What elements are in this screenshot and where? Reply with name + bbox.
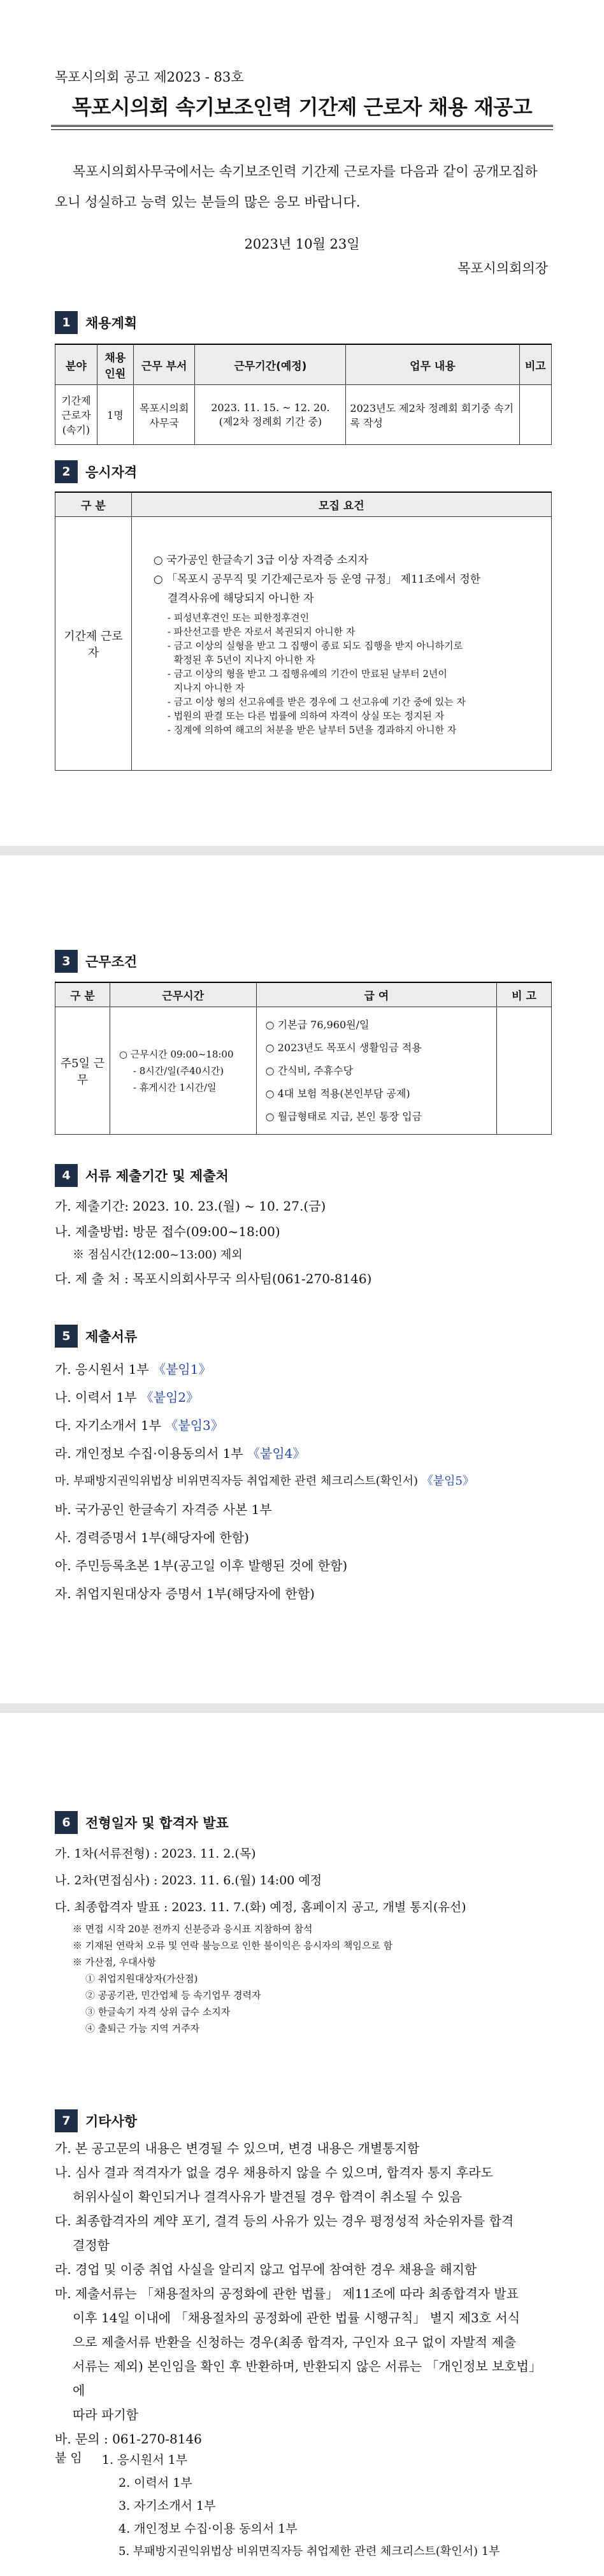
header-category: 구 분 [55,982,110,1007]
document-item: 마. 부패방지권익위법상 비위면직자등 취업제한 관련 체크리스트(확인서) 《붙임5》 [55,1474,474,1488]
section-3-heading [55,949,137,973]
note-line: 허위사실이 확인되거나 결격사유가 발견될 경우 합격이 취소될 수 있음 [73,2189,463,2204]
submission-method: 나. 제출방법: 방문 접수(09:00~18:00) [55,1224,280,1239]
note-line: 라. 경업 및 이중 취업 사실을 알리지 않고 업무에 참여한 경우 채용을 해지함 [55,2262,477,2277]
cell-field: 기간제 근로자 (속기) [55,385,97,445]
cell-duties: 2023년도 제2차 정례회 회기중 속기록 작성 [346,385,519,445]
disqualification-item: - 피성년후견인 또는 피한정후견인 [167,611,310,623]
section-4-title: 서류 제출기간 및 제출처 [85,1168,229,1184]
selection-schedule-list [55,1840,549,2037]
bonus-item: ② 공공기관, 민간업체 등 속기업무 경력자 [85,1990,261,2001]
disqualification-item: - 금고 이상 형의 선고유예를 받은 경우에 그 선고유예 기간 중에 있는 자 [167,695,466,708]
work-conditions-table [55,982,552,1135]
issuer: 목포시의회의장 [457,261,548,276]
page-3 [0,1713,604,2576]
bonus-item: ③ 한글속기 자격 상위 급수 소지자 [85,2006,231,2018]
requirement-2-cont: 결격사유에 해당되지 아니한 자 [167,592,314,605]
pay-line: ○ 간식비, 주휴수당 [265,1064,354,1077]
header-period: 근무기간(예정) [195,344,346,385]
requirement-1: ○ 국가공인 한글속기 3급 이상 자격증 소지자 [153,553,369,567]
schedule-item: 나. 2차(면접심사) : 2023. 11. 6.(월) 14:00 예정 [55,1874,322,1888]
attachment-item: 2. 이력서 1부 [119,2476,192,2490]
note-line: 마. 제출서류는 「채용절차의 공정화에 관한 법률」 제11조에 따라 최종합격자 발표 [55,2286,519,2301]
document-item: 아. 주민등록초본 1부(공고일 이후 발행된 것에 한함) [55,1558,348,1573]
header-note: 비고 [519,344,552,385]
document-item: 바. 국가공인 한글속기 자격증 사본 1부 [55,1502,272,1517]
cell-hours [110,1007,256,1135]
page-2 [0,855,604,1703]
bonus-item: ④ 출퇴근 가능 지역 거주자 [85,2023,199,2034]
section-1-number: 1 [55,311,78,334]
hours-line: ○ 근무시간 09:00~18:00 [119,1048,234,1060]
bonus-item: ① 취업지원대상자(가산점) [85,1973,198,1984]
submission-place: 다. 제 출 처 : 목포시의회사무국 의사팀(061-270-8146) [55,1271,372,1286]
cell-period-line2: (제2차 정례회 기간 중) [219,415,322,428]
disqualification-item: - 금고 이상의 실형을 받고 그 집행이 종료 되도 집행을 받지 아니하기로 [167,639,463,651]
disqualification-item: - 파산선고를 받은 자로서 복권되지 아니한 자 [167,625,356,637]
pay-line: ○ 4대 보험 적용(본인부담 공제) [265,1087,410,1100]
header-requirements: 모집 요건 [131,492,551,517]
section-6-title: 전형일자 및 합격자 발표 [85,1816,229,1831]
document-title: 목포시의회 속기보조인력 기간제 근로자 채용 재공고 [71,95,533,119]
disqualification-item: 지나지 아니한 자 [173,681,245,694]
disqualification-item: - 금고 이상의 형을 받고 그 집행유예의 기간이 만료된 날부터 2년이 [167,667,447,680]
section-3-number: 3 [55,950,78,973]
pay-line: ○ 2023년도 목포시 생활임금 적용 [265,1041,422,1054]
cell-period [195,385,346,445]
notice-number: 목포시의회 공고 제2023 - 83호 [55,69,244,85]
header-duties: 업무 내용 [346,344,519,385]
cell-note [497,1007,552,1135]
notice-date: 2023년 10월 23일 [244,236,360,252]
cell-note [519,385,552,445]
attachment-item: 1. 응시원서 1부 [102,2453,188,2467]
attachments-list [102,2449,549,2563]
note-line: 나. 심사 결과 적격자가 없을 경우 채용하지 않을 수 있으며, 합격자 통지 후라도 [55,2165,493,2180]
schedule-note: ※ 기재된 연락처 오류 및 연락 불능으로 인한 불이익은 응시자의 책임으로 함 [73,1940,393,1951]
header-note: 비 고 [497,982,552,1007]
document-item: 나. 이력서 1부 《붙임2》 [55,1390,199,1405]
section-7-number: 7 [55,2109,78,2132]
header-count: 채용인원 [97,344,133,385]
pay-line: ○ 월급형태로 지급, 본인 통장 입금 [265,1110,422,1123]
header-category: 구 분 [55,492,132,517]
attachment-tag: 《붙임1》 [153,1362,212,1377]
contact-line: 바. 문의 : 061-270-8146 [55,2431,202,2447]
schedule-note: ※ 면접 시작 20분 전까지 신분증과 응시표 지참하여 참석 [73,1923,313,1935]
schedule-note: ※ 가산점, 우대사항 [73,1956,156,1968]
header-field: 분야 [55,344,97,385]
note-line: 이후 14일 이내에 「채용절차의 공정화에 관한 법률 시행규칙」 별지 제3호 서식 [73,2310,521,2325]
note-line: 다. 최종합격자의 계약 포기, 결격 등의 사유가 있는 경우 평정성적 차순위자를 합격 [55,2213,514,2229]
other-notes-list [55,2136,549,2451]
section-5-heading [55,1324,137,1348]
section-4-number: 4 [55,1164,78,1187]
attachments-label: 붙 임 [55,2451,82,2465]
header-dept: 근무 부서 [133,344,195,385]
section-2-number: 2 [55,460,78,483]
pay-line: ○ 기본급 76,960원/일 [265,1018,370,1031]
note-line: 결정함 [73,2238,110,2253]
document-item: 자. 취업지원대상자 증명서 1부(해당자에 한함) [55,1586,315,1601]
qualification-table [55,491,552,771]
schedule-item: 가. 1차(서류전형) : 2023. 11. 2.(목) [55,1847,256,1861]
section-5-number: 5 [55,1325,78,1348]
attachment-item: 4. 개인정보 수집·이용 동의서 1부 [119,2522,298,2536]
disqualification-item: 확정된 후 5년이 지나지 아니한 자 [173,653,315,666]
header-pay: 급 여 [256,982,496,1007]
section-3-title: 근무조건 [85,954,138,970]
attachment-item: 5. 부패방지권익위법상 비위면직자등 취업제한 관련 체크리스트(확인서) 1부 [119,2545,500,2558]
section-7-title: 기타사항 [85,2114,138,2129]
cell-requirements [131,517,551,771]
note-line: 가. 본 공고문의 내용은 변경될 수 있으며, 변경 내용은 개별통지함 [55,2141,420,2156]
section-5-title: 제출서류 [85,1329,138,1344]
schedule-item: 다. 최종합격자 발표 : 2023. 11. 7.(화) 예정, 홈페이지 공고, 개별 통지(유선) [55,1900,466,1914]
section-6-number: 6 [55,1811,78,1834]
attachment-tag: 《붙임3》 [165,1418,224,1433]
cell-category: 주5일 근무 [55,1007,110,1135]
cell-period-line1: 2023. 11. 15. ~ 12. 20. [211,401,330,414]
cell-category: 기간제 근로자 [55,517,132,771]
hours-line: - 8시간/일(주40시간) [133,1065,224,1077]
hours-line: - 휴게시간 1시간/일 [133,1081,217,1093]
note-line: 서류는 제외) 본인임을 확인 후 반환하며, 반환되지 않은 서류는 「개인정보 보호법」에 [73,2359,542,2398]
section-2-heading [55,460,137,484]
disqualification-list [154,611,542,737]
cell-count: 1명 [97,385,133,445]
section-2-title: 응시자격 [85,465,138,480]
document-item: 가. 응시원서 1부 《붙임1》 [55,1362,212,1377]
required-documents-list [55,1355,549,1608]
intro-paragraph: 목포시의회사무국에서는 속기보조인력 기간제 근로자를 다음과 같이 공개모집하오니 성실하고 능력 있는 분들의 많은 응모 바랍니다. [55,164,538,210]
note-line: 따라 파기함 [73,2407,138,2422]
document-item: 라. 개인정보 수집·이용동의서 1부 《붙임4》 [55,1446,306,1461]
title-divider [51,125,553,130]
hiring-plan-table [55,344,552,445]
page-1 [0,0,604,846]
section-1-title: 채용계획 [85,316,138,331]
disqualification-item: - 법원의 판결 또는 다른 법률에 의하여 자격이 상실 또는 정지된 자 [167,709,445,722]
cell-pay [256,1007,496,1135]
section-7-heading [55,2109,137,2133]
attachment-tag: 《붙임2》 [140,1390,199,1405]
header-hours: 근무시간 [110,982,256,1007]
attachment-tag: 《붙임4》 [247,1446,306,1461]
document-item: 다. 자기소개서 1부 《붙임3》 [55,1418,224,1433]
document-item: 사. 경력증명서 1부(해당자에 한함) [55,1530,249,1545]
disqualification-item: - 징계에 의하여 해고의 처분을 받은 날부터 5년을 경과하지 아니한 자 [167,724,457,736]
requirement-2: ○ 「목포시 공무직 및 기간제근로자 등 운영 규정」 제11조에서 정한 [153,572,481,586]
attachment-item: 3. 자기소개서 1부 [119,2499,216,2513]
attachment-tag: 《붙임5》 [421,1474,474,1488]
submission-period-list [55,1193,549,1292]
submission-period: 가. 제출기간: 2023. 10. 23.(월) ~ 10. 27.(금) [55,1198,326,1214]
note-line: 으로 제출서류 반환을 신청하는 경우(최종 합격자, 구인자 요구 없이 자발적 제출 [73,2334,516,2350]
cell-dept: 목포시의회 사무국 [133,385,195,445]
section-1-heading [55,310,137,335]
section-6-heading [55,1810,229,1835]
lunch-note: ※ 점심시간(12:00~13:00) 제외 [73,1248,243,1262]
section-4-heading [55,1163,229,1188]
